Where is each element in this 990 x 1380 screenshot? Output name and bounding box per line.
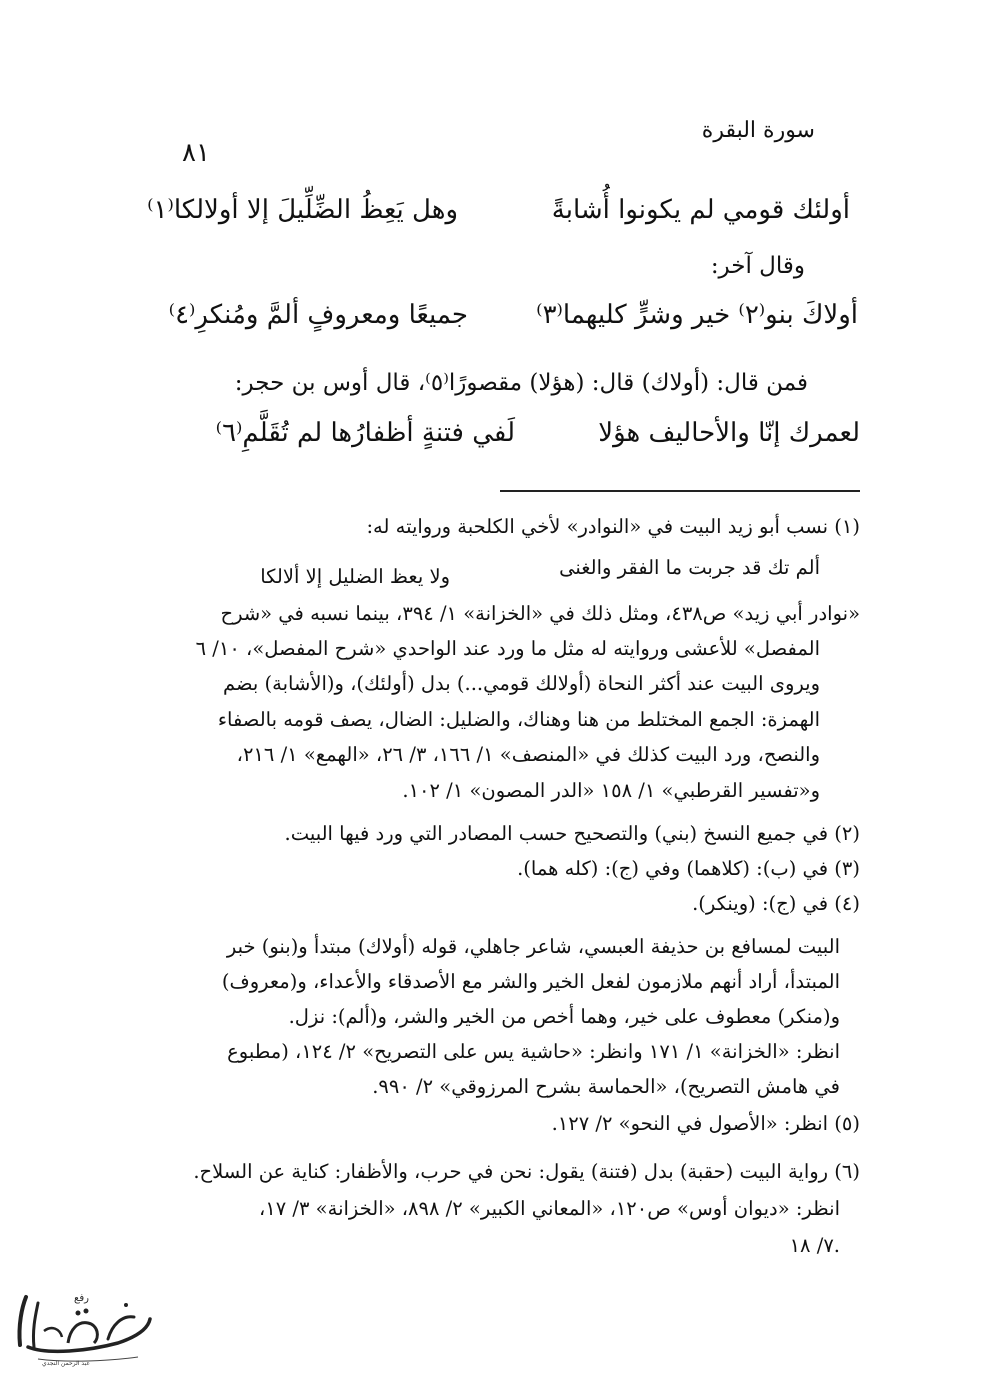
verse-1-second-hemistich: وهل يَعِظُ الضِّلِّيلَ إلا أولالكا⁽١⁾	[147, 195, 458, 225]
footnote-5: (٥) انظر: «الأصول في النحو» ٢/ ١٢٧.	[551, 1112, 860, 1135]
footnote-1-line-2: «نوادر أبي زيد» ص٤٣٨، ومثل ذلك في «الخزانة» ١/ ٣٩٤، بينما نسبه في «شرح	[220, 602, 860, 625]
footnote-separator	[500, 490, 860, 492]
footnote-1-line-1: (١) نسب أبو زيد البيت في «النوادر» لأخي الكلحبة وروايته له:	[366, 515, 860, 538]
verse-2-second-hemistich: جميعًا ومعروفٍ ألمَّ ومُنكرِ⁽٤⁾	[168, 300, 468, 330]
footnote-4-line-5: في هامش التصريح)، «الحماسة بشرح المرزوقي» ٢/ ٩٩٠.	[372, 1075, 840, 1098]
footnote-1-line-5: الهمزة: الجمع المختلط من هنا وهناك، والضليل: الضال، يصف قومه بالصفاء	[217, 708, 820, 731]
footnote-6-line-1: (٦) رواية البيت (حقبة) بدل (فتنة) يقول: نحن في حرب، والأظفار: كناية عن السلاح.	[193, 1160, 860, 1183]
svg-text:عبد الرحمن النجدي: عبد الرحمن النجدي	[42, 1360, 90, 1367]
footnote-1-line-7: و«تفسير القرطبي» ١/ ١٥٨ «الدر المصون» ١/ ١٠٢.	[402, 779, 820, 802]
calligraphy-logo-icon	[8, 1285, 158, 1367]
surah-title: سورة البقرة	[701, 118, 815, 143]
footnote-4: (٤) في (ج): (وينكر).	[692, 892, 860, 915]
footnote-1-line-6: والنصح، ورد البيت كذلك في «المنصف» ١/ ١٦٦، ٣/ ٢٦، «الهمع» ١/ ٢١٦،	[236, 743, 820, 766]
svg-text:رفع: رفع	[74, 1293, 89, 1304]
footnote-2: (٢) في جميع النسخ (بني) والتصحيح حسب المصادر التي ورد فيها البيت.	[284, 822, 860, 845]
intro-line: فمن قال: (أولاك) قال: (هؤلا) مقصورًا⁽٥⁾، قال أوس بن حجر:	[234, 370, 808, 396]
footnote-1-line-4: ويروى البيت عند أكثر النحاة (أولالك قومي...) بدل (أولئك)، و(الأشابة) بضم	[223, 672, 820, 695]
page-number: ٨١	[182, 138, 210, 168]
verse-2-first-hemistich: أولاكَ بنو⁽٢⁾ خير وشرٍّ كليهما⁽٣⁾	[536, 300, 858, 330]
footnote-6-line-3: ٧/ ١٨.	[789, 1234, 840, 1257]
footnote-1-verse-first: ألم تك قد جربت ما الفقر والغنى	[559, 556, 820, 579]
verse-1-first-hemistich: أولئك قومي لم يكونوا أُشابةً	[551, 195, 850, 225]
footnote-6-line-2: انظر: «ديوان أوس» ص١٢٠، «المعاني الكبير» ٢/ ٨٩٨، «الخزانة» ٣/ ١٧،	[258, 1197, 840, 1220]
footnote-4-line-1: البيت لمسافع بن حذيفة العبسي، شاعر جاهلي، قوله (أولاك) مبتدأ و(بنو) خبر	[226, 935, 840, 958]
footnote-1-verse-second: ولا يعظ الضليل إلا ألالكا	[260, 565, 450, 588]
another-said-line: وقال آخر:	[710, 253, 805, 279]
footnote-4-line-3: و(منكر) معطوف على خير، وهما أخص من الخير والشر، و(ألم): نزل.	[288, 1005, 840, 1028]
verse-3-first-hemistich: لعمرك إنّا والأحاليف هؤلا	[598, 418, 860, 448]
footnote-1-line-3: المفصل» للأعشى وروايته له مثل ما ورد عند الواحدي «شرح المفصل»، ١٠/ ٦	[195, 637, 820, 660]
verse-3-second-hemistich: لَفي فتنةٍ أظفارُها لم تُقَلَّمِ⁽٦⁾	[215, 418, 515, 448]
footnote-3: (٣) في (ب): (كلاهما) وفي (ج): (كله هما).	[517, 857, 860, 880]
footnote-4-line-2: المبتدأ، أراد أنهم ملازمون لفعل الخير والشر مع الأصدقاء والأعداء، و(معروف)	[221, 970, 840, 993]
footnote-4-line-4: انظر: «الخزانة» ١/ ١٧١ وانظر: «حاشية يس على التصريح» ٢/ ١٢٤، (مطبوع	[227, 1040, 840, 1063]
watermark-logo	[8, 1285, 158, 1367]
